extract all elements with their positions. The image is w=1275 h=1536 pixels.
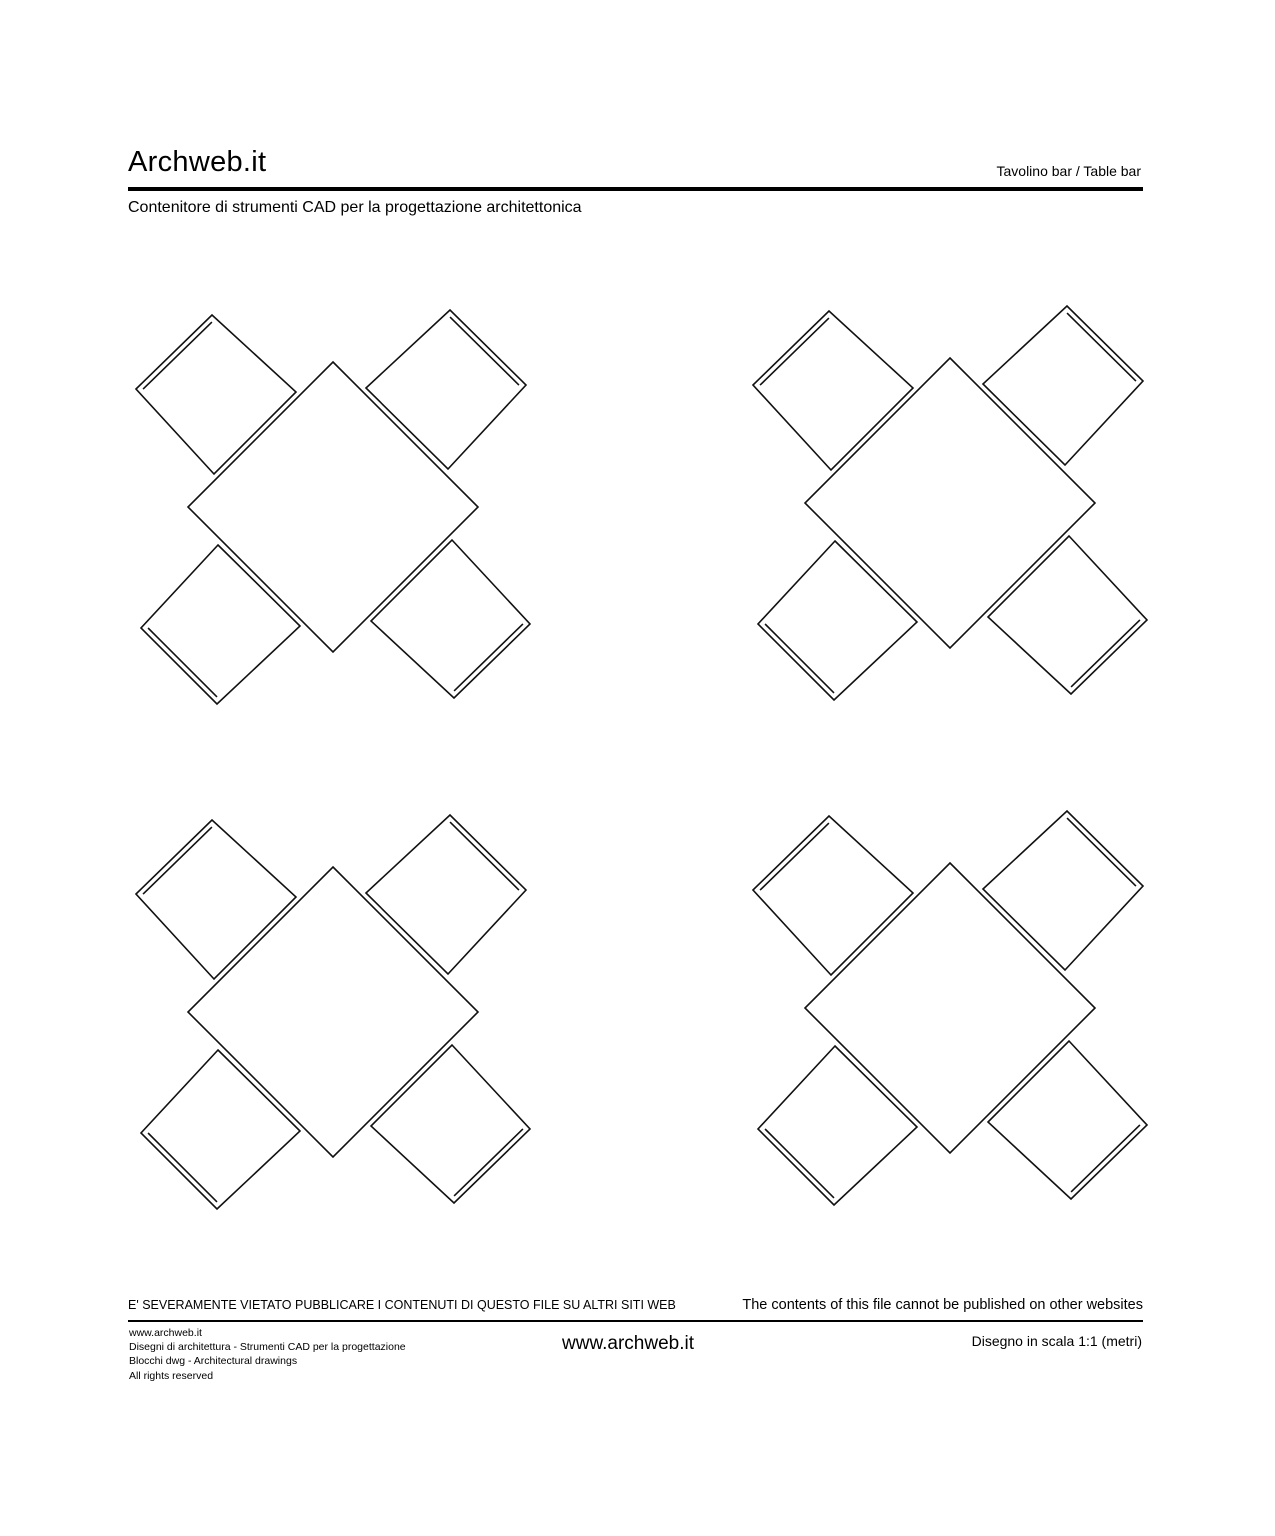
table-top bbox=[188, 867, 478, 1157]
chair-seat bbox=[136, 315, 296, 474]
table-group bbox=[136, 310, 530, 704]
chair-seat bbox=[136, 820, 296, 979]
chair-backrest bbox=[454, 624, 523, 691]
table-group bbox=[753, 811, 1147, 1205]
info-line: www.archweb.it bbox=[129, 1327, 202, 1339]
chair-seat bbox=[141, 545, 300, 704]
chair-seat bbox=[983, 811, 1143, 970]
chair-backrest bbox=[143, 827, 212, 894]
chair-seat bbox=[758, 541, 917, 700]
info-line: All rights reserved bbox=[129, 1370, 214, 1382]
chair bbox=[983, 811, 1143, 970]
chair bbox=[753, 311, 913, 470]
scale-note: Disegno in scala 1:1 (metri) bbox=[971, 1333, 1142, 1349]
chair bbox=[136, 820, 296, 979]
chair bbox=[141, 545, 300, 704]
chair-seat bbox=[371, 540, 530, 698]
chair bbox=[136, 315, 296, 474]
copyright-warning-it: E' SEVERAMENTE VIETATO PUBBLICARE I CONTENUTI DI QUESTO FILE SU ALTRI SITI WEB bbox=[128, 1298, 676, 1312]
chair-seat bbox=[988, 536, 1147, 694]
table-group bbox=[753, 306, 1147, 700]
chair-seat bbox=[141, 1050, 300, 1209]
chair-backrest bbox=[450, 822, 519, 890]
chair bbox=[983, 306, 1143, 465]
info-line: Disegni di architettura - Strumenti CAD per la progettazione bbox=[129, 1341, 406, 1353]
info-line: Blocchi dwg - Architectural drawings bbox=[129, 1355, 298, 1367]
chair bbox=[371, 540, 530, 698]
table-top bbox=[188, 362, 478, 652]
chair bbox=[753, 816, 913, 975]
chair-backrest bbox=[1067, 818, 1136, 886]
chair-seat bbox=[988, 1041, 1147, 1199]
chair bbox=[988, 1041, 1147, 1199]
chair-backrest bbox=[1067, 313, 1136, 381]
chair bbox=[758, 1046, 917, 1205]
chair-seat bbox=[983, 306, 1143, 465]
site-link[interactable]: www.archweb.it bbox=[562, 1333, 694, 1354]
table-top bbox=[805, 358, 1095, 648]
chair-seat bbox=[753, 311, 913, 470]
chair bbox=[988, 536, 1147, 694]
chair-seat bbox=[753, 816, 913, 975]
chair-backrest bbox=[450, 317, 519, 385]
chair-backrest bbox=[148, 628, 217, 697]
chair bbox=[366, 815, 526, 974]
chair-backrest bbox=[1071, 620, 1140, 687]
chair-seat bbox=[371, 1045, 530, 1203]
chair-seat bbox=[366, 310, 526, 469]
chair-backrest bbox=[765, 1129, 834, 1198]
chair-backrest bbox=[1071, 1125, 1140, 1192]
chair-backrest bbox=[148, 1133, 217, 1202]
chair bbox=[366, 310, 526, 469]
chair-seat bbox=[366, 815, 526, 974]
table-top bbox=[805, 863, 1095, 1153]
chair bbox=[371, 1045, 530, 1203]
table-group bbox=[136, 815, 530, 1209]
chair-backrest bbox=[143, 322, 212, 389]
drawing-title: Tavolino bar / Table bar bbox=[996, 163, 1141, 179]
footer-rule bbox=[128, 1320, 1143, 1322]
chair-backrest bbox=[454, 1129, 523, 1196]
chair-backrest bbox=[760, 823, 829, 890]
chair-backrest bbox=[760, 318, 829, 385]
copyright-warning-en: The contents of this file cannot be published on other websites bbox=[742, 1297, 1143, 1313]
chair bbox=[141, 1050, 300, 1209]
chair bbox=[758, 541, 917, 700]
chair-seat bbox=[758, 1046, 917, 1205]
chair-backrest bbox=[765, 624, 834, 693]
logo-text: Archweb.it bbox=[128, 146, 267, 178]
subtitle: Contenitore di strumenti CAD per la progettazione architettonica bbox=[128, 199, 582, 216]
